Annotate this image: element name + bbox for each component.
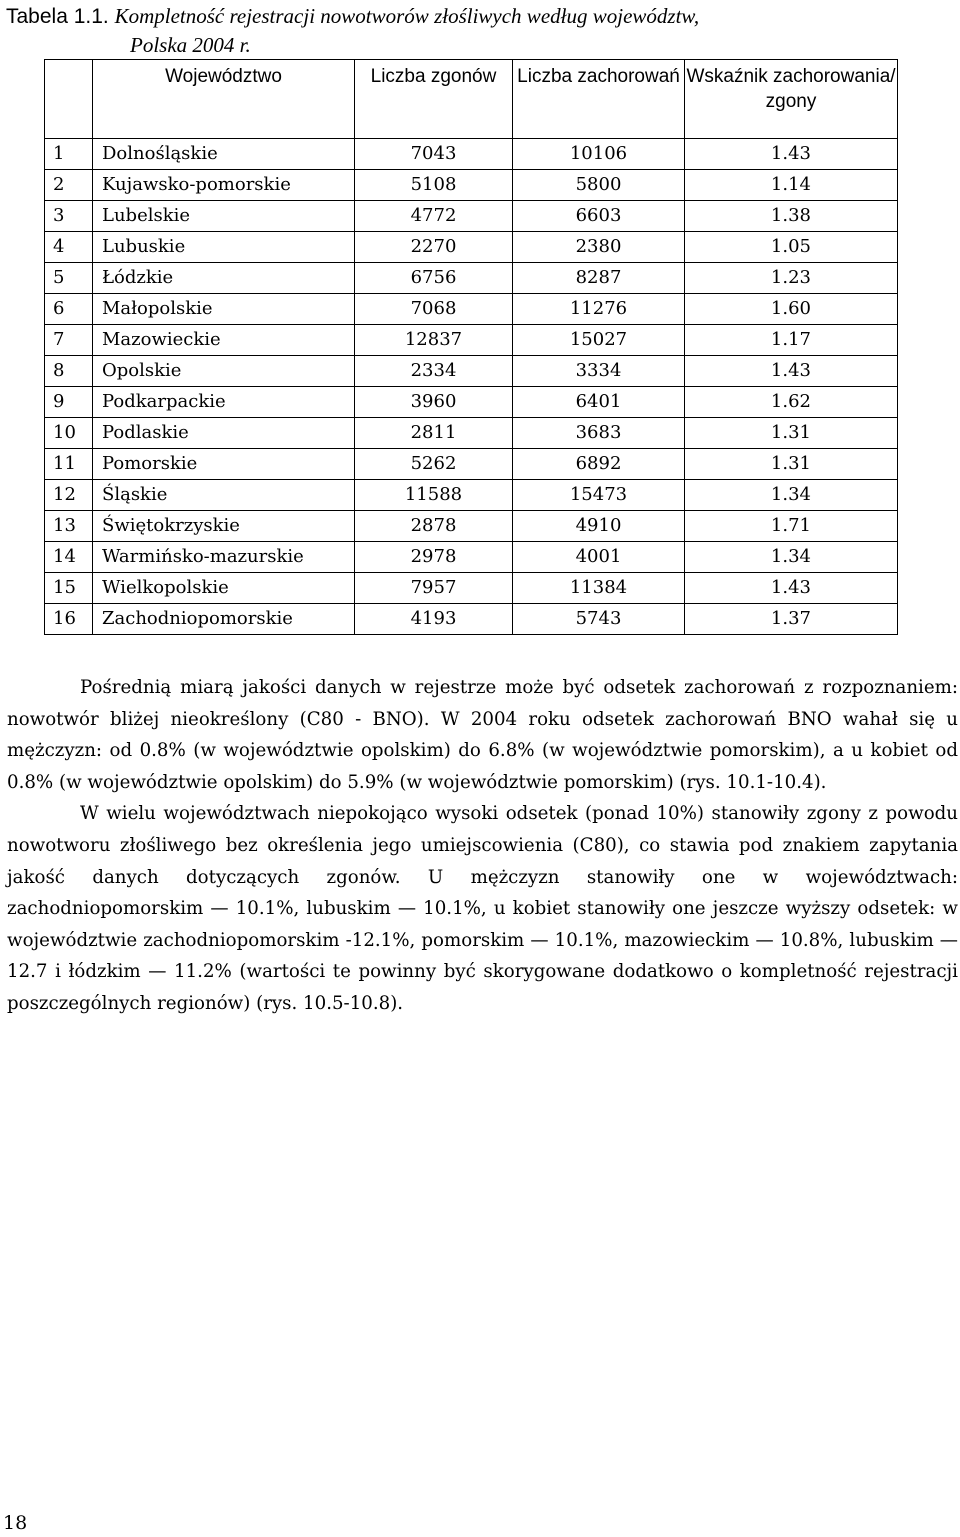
voivodeship-name: Warmińsko-mazurskie: [93, 542, 355, 573]
row-number: 11: [45, 449, 93, 480]
incidence-count: 4910: [513, 511, 685, 542]
table-title: Kompletność rejestracji nowotworów złośliwych według województw,: [114, 4, 700, 28]
incidence-death-ratio: 1.43: [685, 139, 898, 170]
incidence-death-ratio: 1.17: [685, 325, 898, 356]
header-voivodeship: Województwo: [93, 60, 355, 139]
table-row: [45, 480, 898, 511]
incidence-count: 15473: [513, 480, 685, 511]
voivodeship-name: Opolskie: [93, 356, 355, 387]
registration-completeness-table: [44, 59, 898, 635]
deaths-count: 11588: [355, 480, 513, 511]
table-row: [45, 573, 898, 604]
deaths-count: 7957: [355, 573, 513, 604]
row-number: 8: [45, 356, 93, 387]
incidence-count: 2380: [513, 232, 685, 263]
deaths-count: 2878: [355, 511, 513, 542]
voivodeship-name: Wielkopolskie: [93, 573, 355, 604]
incidence-count: 6892: [513, 449, 685, 480]
voivodeship-name: Lubuskie: [93, 232, 355, 263]
incidence-death-ratio: 1.37: [685, 604, 898, 635]
header-deaths: Liczba zgonów: [355, 60, 513, 139]
row-number: 9: [45, 387, 93, 418]
row-number: 14: [45, 542, 93, 573]
paragraph-bno: Pośrednią miarą jakości danych w rejestrze może być odsetek zachorowań z rozpoznaniem: nowotwór bliżej nieokreślony (C80 - BNO). W 2004 roku odsetek zachorowań BNO wahał się u mężczyzn: od 0.8% (w województwie opolskim) do 6.8% (w województwie pomorskim), a u kobiet od 0.8% (w województwie opolskim) do 5.9% (w województwie pomorskim) (rys. 10.1-10.4).: [7, 677, 958, 793]
row-number: 3: [45, 201, 93, 232]
table-row: [45, 542, 898, 573]
voivodeship-name: Łódzkie: [93, 263, 355, 294]
table-caption: [6, 2, 956, 59]
voivodeship-name: Kujawsko-pomorskie: [93, 170, 355, 201]
table-row: [45, 294, 898, 325]
body-text: [7, 672, 958, 1020]
voivodeship-name: Podlaskie: [93, 418, 355, 449]
incidence-count: 11276: [513, 294, 685, 325]
table-row: [45, 232, 898, 263]
row-number: 12: [45, 480, 93, 511]
deaths-count: 2270: [355, 232, 513, 263]
incidence-death-ratio: 1.31: [685, 449, 898, 480]
incidence-count: 3334: [513, 356, 685, 387]
deaths-count: 4772: [355, 201, 513, 232]
voivodeship-name: Śląskie: [93, 480, 355, 511]
table-row: [45, 356, 898, 387]
row-number: 13: [45, 511, 93, 542]
incidence-death-ratio: 1.14: [685, 170, 898, 201]
incidence-count: 15027: [513, 325, 685, 356]
row-number: 2: [45, 170, 93, 201]
voivodeship-name: Podkarpackie: [93, 387, 355, 418]
incidence-death-ratio: 1.05: [685, 232, 898, 263]
incidence-death-ratio: 1.43: [685, 356, 898, 387]
incidence-count: 5800: [513, 170, 685, 201]
table-row: [45, 170, 898, 201]
row-number: 15: [45, 573, 93, 604]
deaths-count: 3960: [355, 387, 513, 418]
deaths-count: 6756: [355, 263, 513, 294]
table-row: [45, 418, 898, 449]
deaths-count: 2811: [355, 418, 513, 449]
row-number: 10: [45, 418, 93, 449]
table-row: [45, 604, 898, 635]
deaths-count: 5262: [355, 449, 513, 480]
table-row: [45, 387, 898, 418]
table-title-continued: Polska 2004 r.: [130, 33, 251, 57]
incidence-death-ratio: 1.60: [685, 294, 898, 325]
incidence-count: 3683: [513, 418, 685, 449]
table-body: [45, 139, 898, 635]
paragraph-c80: W wielu województwach niepokojąco wysoki odsetek (ponad 10%) stanowiły zgony z powodu nowotworu złośliwego bez określenia jego umiejscowienia (C80), co stawia pod znakiem zapytania jakość danych dotyczących zgonów. U mężczyzn stanowiły one w województwach: zachodniopomorskim — 10.1%, lubuskim — 10.1%, u kobiet stanowiły one jeszcze wyższy odsetek: w województwie zachodniopomorskim -12.1%, pomorskim — 10.1%, mazowieckim — 10.8%, lubuskim — 12.7 i łódzkim — 11.2% (wartości te powinny być skorygowane dodatkowo o kompletność rejestracji poszczególnych regionów) (rys. 10.5-10.8).: [7, 803, 958, 1014]
incidence-count: 11384: [513, 573, 685, 604]
row-number: 6: [45, 294, 93, 325]
incidence-count: 10106: [513, 139, 685, 170]
row-number: 5: [45, 263, 93, 294]
table-row: [45, 325, 898, 356]
row-number: 1: [45, 139, 93, 170]
row-number: 4: [45, 232, 93, 263]
table-label: Tabela 1.1.: [6, 5, 109, 28]
row-number: 16: [45, 604, 93, 635]
deaths-count: 2334: [355, 356, 513, 387]
incidence-count: 6401: [513, 387, 685, 418]
incidence-death-ratio: 1.43: [685, 573, 898, 604]
incidence-death-ratio: 1.31: [685, 418, 898, 449]
incidence-count: 5743: [513, 604, 685, 635]
deaths-count: 5108: [355, 170, 513, 201]
voivodeship-name: Pomorskie: [93, 449, 355, 480]
incidence-death-ratio: 1.34: [685, 480, 898, 511]
voivodeship-name: Mazowieckie: [93, 325, 355, 356]
deaths-count: 7068: [355, 294, 513, 325]
row-number: 7: [45, 325, 93, 356]
incidence-count: 6603: [513, 201, 685, 232]
incidence-death-ratio: 1.71: [685, 511, 898, 542]
voivodeship-name: Lubelskie: [93, 201, 355, 232]
incidence-count: 4001: [513, 542, 685, 573]
incidence-death-ratio: 1.62: [685, 387, 898, 418]
table-row: [45, 201, 898, 232]
incidence-death-ratio: 1.38: [685, 201, 898, 232]
table-row: [45, 449, 898, 480]
table-row: [45, 511, 898, 542]
table-row: [45, 263, 898, 294]
deaths-count: 7043: [355, 139, 513, 170]
table-row: [45, 139, 898, 170]
deaths-count: 12837: [355, 325, 513, 356]
header-ratio: Wskaźnik zachorowania/ zgony: [685, 60, 898, 139]
deaths-count: 2978: [355, 542, 513, 573]
page-number: 18: [3, 1512, 28, 1534]
table-header-row: [45, 60, 898, 139]
incidence-count: 8287: [513, 263, 685, 294]
deaths-count: 4193: [355, 604, 513, 635]
header-number: [45, 60, 93, 139]
voivodeship-name: Świętokrzyskie: [93, 511, 355, 542]
voivodeship-name: Małopolskie: [93, 294, 355, 325]
header-incidence: Liczba zachorowań: [513, 60, 685, 139]
voivodeship-name: Dolnośląskie: [93, 139, 355, 170]
voivodeship-name: Zachodniopomorskie: [93, 604, 355, 635]
incidence-death-ratio: 1.23: [685, 263, 898, 294]
incidence-death-ratio: 1.34: [685, 542, 898, 573]
